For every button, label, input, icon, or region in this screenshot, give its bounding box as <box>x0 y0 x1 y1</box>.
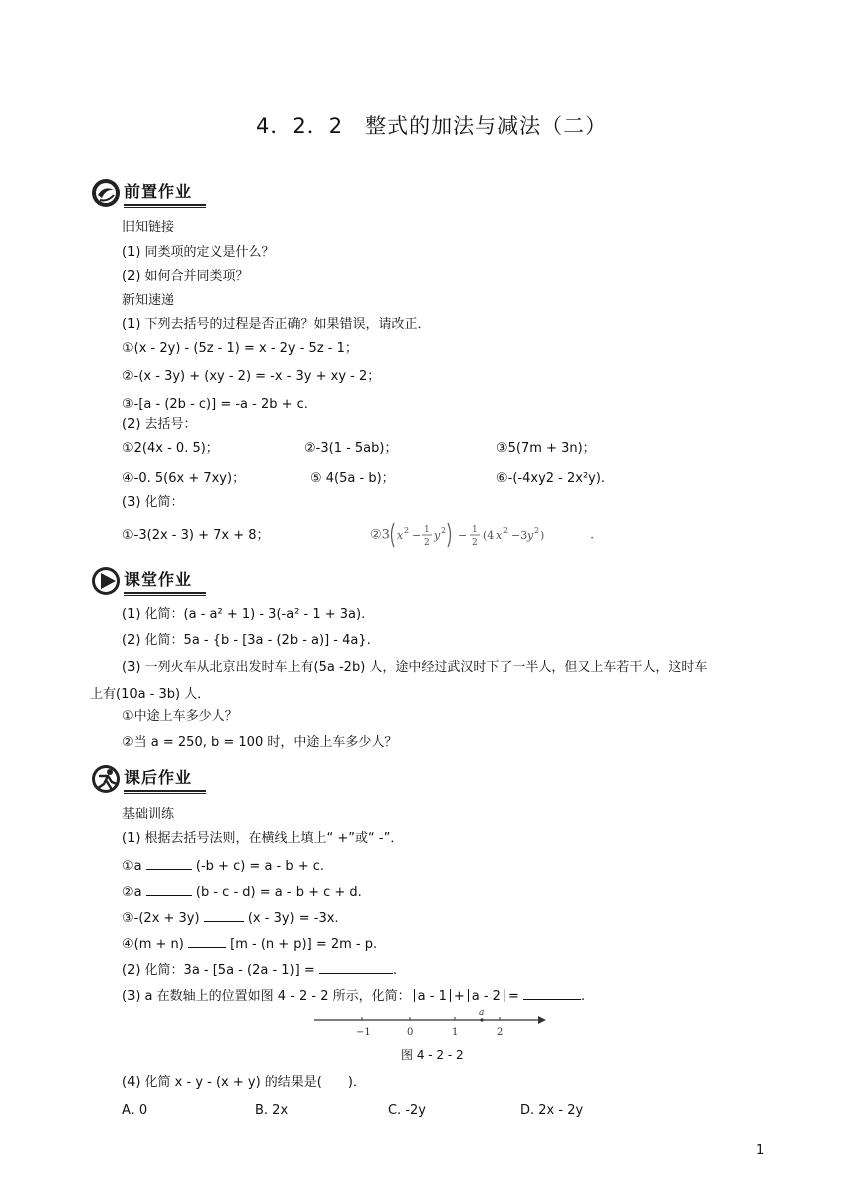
svg-text:x: x <box>495 529 503 542</box>
svg-text:): ) <box>539 529 545 542</box>
answer-blank[interactable] <box>319 960 393 974</box>
subheading: 基础训练 <box>122 807 175 822</box>
question-item: ①2(4x - 0. 5)； <box>122 441 219 456</box>
divider <box>124 790 206 792</box>
tick-label: 0 <box>407 1027 414 1038</box>
question-continued: 上有(10a - 3b) 人． <box>90 687 211 702</box>
question: (1) 同类项的定义是什么？ <box>122 245 275 260</box>
play-icon <box>90 564 124 598</box>
divider <box>124 592 206 594</box>
fill-blank-item <box>122 908 339 928</box>
question: (3) 一列火车从北京出发时车上有(5a -2b) 人，途中经过武汉时下了一半人，但又上车若干人，这时车 <box>122 660 708 675</box>
section-header-pre <box>90 176 220 210</box>
item-prefix: (3) a 在数轴上的位置如图 4 - 2 - 2 所示，化简： <box>122 989 411 1004</box>
item-suffix: . <box>392 963 397 978</box>
divider <box>124 207 206 208</box>
item-suffix: (-b + c) = a - b + c. <box>195 859 325 874</box>
svg-text:2: 2 <box>423 538 430 548</box>
fill-blank-item <box>122 934 377 954</box>
svg-text:2: 2 <box>502 526 509 535</box>
question-item: ⑤ 4(5a - b)； <box>310 471 395 486</box>
question: (4) 化简 x - y - (x + y) 的结果是( )． <box>122 1075 366 1090</box>
svg-text:2: 2 <box>440 526 447 535</box>
tick-label: −1 <box>356 1027 371 1038</box>
tick-label: 1 <box>452 1027 459 1038</box>
fill-blank-item <box>122 960 397 980</box>
option-a[interactable]: A. 0 <box>122 1103 148 1118</box>
formula-prefix: ②3 <box>370 527 390 543</box>
item-prefix: ③-(2x + 3y) <box>122 911 200 926</box>
section-title: 前置作业 <box>124 182 193 201</box>
abs-bar <box>414 989 415 1002</box>
subheading: 新知速递 <box>122 293 175 308</box>
item-prefix: ②a <box>122 885 142 900</box>
fill-blank-item <box>122 986 585 1006</box>
item-suffix: (x - 3y) = -3x. <box>247 911 339 926</box>
runner-icon <box>90 762 124 796</box>
svg-text:−3: −3 <box>510 529 528 542</box>
option-c[interactable]: C. -2y <box>388 1103 426 1118</box>
question-item: ③-[a - (2b - c)] = -a - 2b + c. <box>122 397 308 412</box>
answer-blank[interactable] <box>146 856 192 870</box>
answer-blank[interactable] <box>204 908 244 922</box>
fill-blank-item <box>122 882 362 902</box>
divider <box>124 204 206 206</box>
svg-text:1: 1 <box>423 525 430 535</box>
point-a-marker <box>480 1018 483 1021</box>
subheading: 旧知链接 <box>122 220 175 235</box>
question-item: ①(x - 2y) - (5z - 1) = x - 2y - 5z - 1； <box>122 341 358 356</box>
question: (1) 根据去括号法则，在横线上填上“ +”或“ -”． <box>122 831 404 846</box>
question: (3) 化简： <box>122 495 184 510</box>
item-prefix: (2) 化简：3a - [5a - (2a - 1)] = <box>122 963 315 978</box>
number-line-figure <box>310 1008 550 1040</box>
item-suffix: . <box>581 989 586 1004</box>
swirl-icon <box>90 176 124 210</box>
section-title: 课堂作业 <box>124 570 193 589</box>
answer-blank[interactable] <box>523 986 581 1000</box>
item-suffix: (b - c - d) = a - b + c + d. <box>195 885 362 900</box>
item-prefix: ①a <box>122 859 142 874</box>
question: (2) 去括号： <box>122 417 197 432</box>
svg-text:y: y <box>526 529 534 542</box>
divider <box>124 793 206 794</box>
section-header-after <box>90 762 220 796</box>
question: (1) 化简：(a - a² + 1) - 3(-a² - 1 + 3a). <box>122 607 366 622</box>
svg-text:1: 1 <box>471 525 478 535</box>
section-header-class <box>90 564 220 598</box>
svg-text:2: 2 <box>403 526 410 535</box>
question: (2) 如何合并同类项？ <box>122 269 249 284</box>
answer-blank[interactable] <box>188 934 226 948</box>
question-item: ①-3(2x - 3) + 7x + 8； <box>122 528 270 543</box>
formula-tail: . <box>589 527 595 543</box>
equals-sign: = <box>507 989 519 1004</box>
tick-label: 2 <box>497 1027 504 1038</box>
abs-bar <box>468 989 469 1002</box>
answer-blank[interactable] <box>146 882 192 896</box>
abs-bar <box>504 989 505 1002</box>
page-number: 1 <box>756 1143 765 1158</box>
item-suffix: [m - (n + p)] = 2m - p. <box>230 937 378 952</box>
section-title: 课后作业 <box>124 768 193 787</box>
axis-arrow <box>538 1016 546 1024</box>
question: (1) 下列去括号的过程是否正确？如果错误，请改正． <box>122 317 431 332</box>
abs-expression: a - 1 <box>417 989 447 1004</box>
svg-text:y: y <box>433 529 441 542</box>
plus-sign: + <box>453 989 465 1004</box>
question-item: ②-(x - 3y) + (xy - 2) = -x - 3y + xy - 2； <box>122 369 381 384</box>
divider <box>124 595 206 596</box>
option-d[interactable]: D. 2x - 2y <box>520 1103 584 1118</box>
question-item: ⑥-(-4xy2 - 2x²y). <box>496 471 606 486</box>
svg-text:2: 2 <box>533 526 540 535</box>
figure-caption: 图 4 - 2 - 2 <box>401 1048 464 1062</box>
point-a-label: a <box>479 1008 485 1018</box>
page-title: 4．2．2 整式的加法与减法（二） <box>256 114 608 138</box>
question-item: ②当 a = 250, b = 100 时，中途上车多少人？ <box>122 735 398 750</box>
svg-text:x: x <box>396 529 404 542</box>
item-prefix: ④(m + n) <box>122 937 184 952</box>
fill-blank-item <box>122 856 324 876</box>
question-item: ①中途上车多少人？ <box>122 709 238 724</box>
svg-text:−: − <box>457 529 468 542</box>
question-item: ②-3(1 - 5ab)； <box>304 441 398 456</box>
option-b[interactable]: B. 2x <box>255 1103 289 1118</box>
svg-text:−: − <box>411 529 422 542</box>
svg-text:2: 2 <box>471 538 478 548</box>
question-item: ③5(7m + 3n)； <box>496 441 596 456</box>
formula-simplify-2 <box>370 520 594 550</box>
fraction-formula <box>390 520 590 550</box>
svg-text:(4: (4 <box>482 529 495 542</box>
question-item: ④-0. 5(6x + 7xy)； <box>122 471 246 486</box>
abs-expression: a - 2 <box>471 989 501 1004</box>
abs-bar <box>450 989 451 1002</box>
question: (2) 化简：5a - {b - [3a - (2b - a)] - 4a}. <box>122 633 371 648</box>
